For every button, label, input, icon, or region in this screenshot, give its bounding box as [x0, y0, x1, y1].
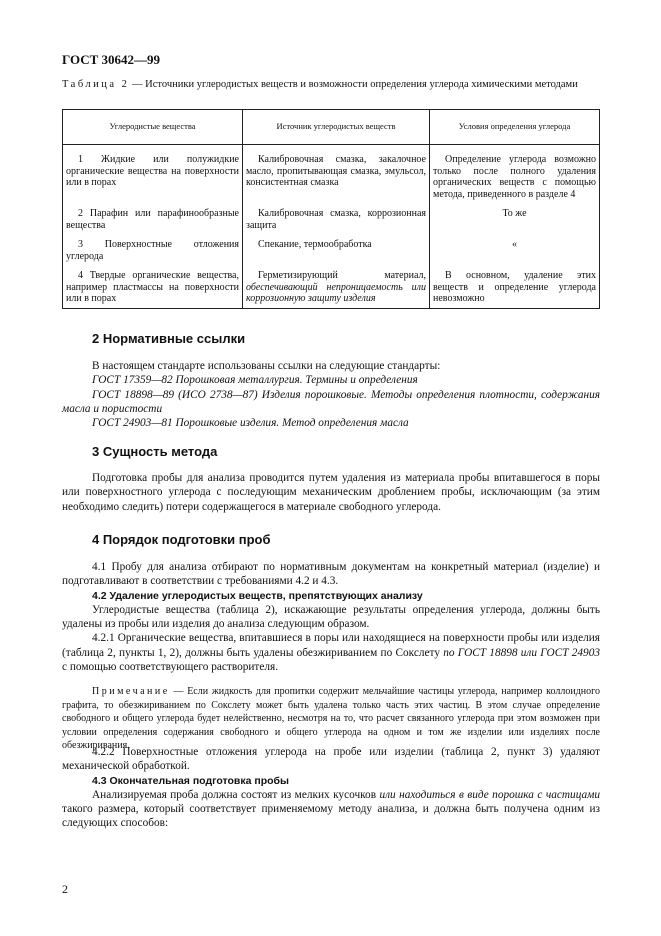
paragraph: Углеродистые вещества (таблица 2), искажающие результаты определения углерода, должны быть удалены из пробы или изделия до анализа следующим образом.: [62, 603, 600, 631]
paragraph: 4.2.2 Поверхностные отложения углерода на пробе или изделии (таблица 2, пункт 3) удаляют механической обработкой.: [62, 746, 600, 773]
table-cell: Спекание, термообработка: [243, 239, 430, 270]
paragraph: 4.1 Пробу для анализа отбирают по нормативным документам на конкретный материал (изделие) и подготавливают в соответствии с требованиями 4.2 и 4.3.: [62, 561, 600, 588]
table-cell: Калибровочная смазка, закалочное масло, пропитывающая смазка, эмульсол, консистентная смазка: [243, 145, 430, 209]
table-cell: Герметизирующий материал, обеспечивающий непроницаемость или коррозионную защиту изделия: [243, 270, 430, 308]
sources-table: [62, 109, 600, 309]
table-row: [63, 270, 600, 308]
section-4-body-cont: [62, 745, 600, 831]
section-4-body: [62, 560, 600, 674]
column-header: Условия определения углерода: [430, 110, 600, 145]
section-4-title: 4 Порядок подготовки проб: [92, 532, 271, 547]
paragraph: Анализируемая проба должна состоят из мелких кусочков или находиться в виде порошка с частицами такого размера, который соответствует применяемому методу анализа, и должна быть получена одним из следующих способов:: [62, 788, 601, 830]
table-cell: В основном, удаление этих веществ и определение углерода невозможно: [430, 270, 600, 308]
table-row: [63, 208, 600, 239]
section-3-title: 3 Сущность метода: [92, 444, 218, 459]
table-row: [63, 145, 600, 209]
table-cell: 1 Жидкие или полужидкие органические вещества на поверхности или в порах: [63, 145, 243, 209]
standard-number: ГОСТ 30642—99: [62, 52, 161, 67]
subsection-heading: 4.3 Окончательная подготовка пробы: [92, 774, 289, 787]
ref-item: ГОСТ 18898—89 (ИСО 2738—87) Изделия порошковые. Методы определения плотности, содержания масла и пористости: [62, 388, 600, 415]
page-number: 2: [62, 882, 68, 896]
column-header: Углеродистые вещества: [63, 110, 243, 145]
table-cell: 4 Твердые органические вещества, например пластмассы на поверхности или в порах: [63, 270, 243, 308]
paragraph: Подготовка пробы для анализа проводится путем удаления из материала пробы впитавшегося в поры или поверхностного углерода с последующим механическим дроблением пробы, исключающим (за этим необходимо следить) потери содержащегося в материале свободного углерода.: [62, 472, 600, 513]
column-header: Источник углеродистых веществ: [243, 110, 430, 145]
ref-item: ГОСТ 24903—81 Порошковые изделия. Метод определения масла: [92, 417, 409, 430]
table-cell: «: [430, 239, 600, 270]
section-3-body: [62, 471, 600, 514]
table-row: [63, 239, 600, 270]
table-cell: То же: [430, 208, 600, 239]
table-cell: 2 Парафин или парафинообразные вещества: [63, 208, 243, 239]
note-text: — Если жидкость для пропитки содержит мельчайшие частицы углерода, например коллоидного графита, то обезжириванием по Сокслету может быть удалена только часть этих частиц. В этом случае определение свободного и общего углерода будет нелейственно, несмотря на то, что расчет связанного углерода при этом возможен при условии определения содержания свободного и общего углерода на одном и том же изделии или изделиях после обезжиривания.: [62, 686, 600, 751]
section-2-title: 2 Нормативные ссылки: [92, 331, 246, 346]
subsection-heading: 4.2 Удаление углеродистых веществ, препятствующих анализу: [92, 589, 423, 602]
table-caption-text: — Источники углеродистых веществ и возможности определения углерода химическими методами: [129, 79, 578, 90]
note-label: Примечание: [92, 686, 170, 697]
refs-intro: В настоящем стандарте использованы ссылки на следующие стандарты:: [92, 360, 441, 372]
paragraph: 4.2.1 Органические вещества, впитавшиеся в поры или находящиеся на поверхности пробы или изделия (таблица 2, пункты 1, 2), должны быть удалены обезжириванием по Сокслету по ГОСТ 18898 или ГОСТ 24903 с помощью соответствующего растворителя.: [62, 632, 600, 674]
ref-item: ГОСТ 17359—82 Порошковая металлургия. Термины и определения: [92, 374, 418, 387]
table-caption-label: Таблица 2: [62, 79, 130, 90]
table-cell: 3 Поверхностные отложения углерода: [63, 239, 243, 270]
table-cell: Определение углерода возможно только после полного удаления органических веществ с помощью метода, приведенного в разделе 4: [430, 145, 600, 209]
section-2-body: [62, 359, 600, 430]
table-caption: [62, 78, 600, 91]
table-cell: Калибровочная смазка, коррозионная защита: [243, 208, 430, 239]
note: [62, 685, 600, 753]
